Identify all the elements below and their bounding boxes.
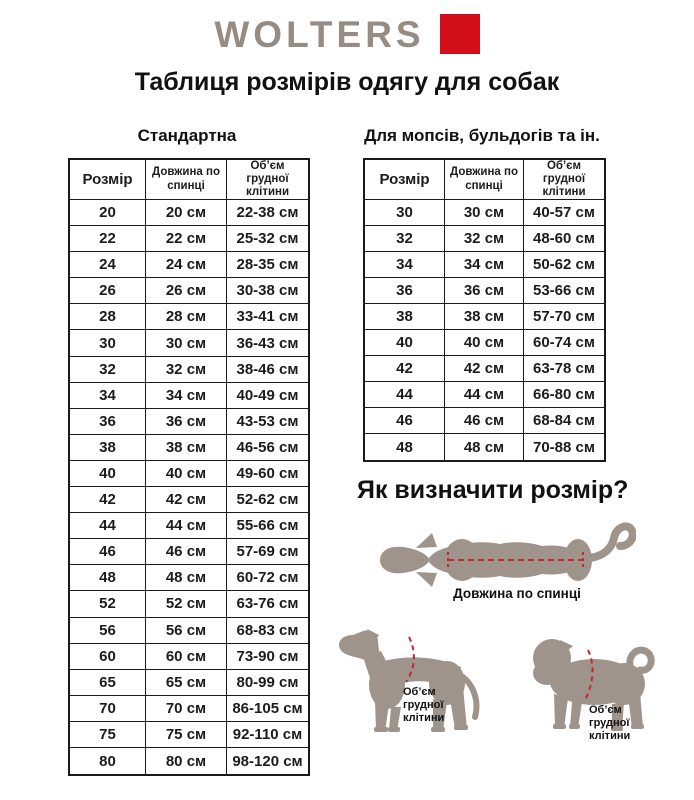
table-cell: 38: [365, 304, 445, 330]
table-cell: 34 см: [146, 383, 227, 409]
table-cell: 20: [70, 200, 146, 226]
table-cell: 33-41 см: [227, 304, 308, 330]
table-row: [70, 409, 308, 435]
table-row: [70, 618, 308, 644]
standard-table-title: Стандартна: [137, 126, 237, 145]
table-cell: 24 см: [146, 252, 227, 278]
table-row: [70, 357, 308, 383]
table-row: [70, 487, 308, 513]
table-cell: 44 см: [445, 382, 524, 408]
table-row: [365, 382, 604, 408]
how-to-measure-heading: Як визначити розмір?: [357, 476, 629, 504]
table-row: [70, 330, 308, 356]
table-cell: 26 см: [146, 278, 227, 304]
table-cell: 40 см: [146, 461, 227, 487]
table-cell: 20 см: [146, 200, 227, 226]
table-cell: 30 см: [146, 330, 227, 356]
table-cell: 26: [70, 278, 146, 304]
table-row: [365, 252, 604, 278]
page-title: Таблиця розмірів одягу для собак: [134, 68, 560, 96]
table-cell: 28-35 см: [227, 252, 308, 278]
table-cell: 42: [365, 356, 445, 382]
table-cell: 60-74 см: [524, 330, 604, 356]
table-cell: 36 см: [146, 409, 227, 435]
bulldog-curled-tail: [630, 650, 651, 670]
table-cell: 22-38 см: [227, 200, 308, 226]
table-cell: 44: [70, 513, 146, 539]
table-cell: 42: [70, 487, 146, 513]
brand-logo-red-square-icon: [440, 14, 480, 54]
table-cell: 56: [70, 618, 146, 644]
table-cell: 42 см: [445, 356, 524, 382]
table-cell: 63-76 см: [227, 591, 308, 617]
table-cell: 44 см: [146, 513, 227, 539]
table-cell: 60-72 см: [227, 565, 308, 591]
table-cell: 36: [365, 278, 445, 304]
table-cell: 40: [365, 330, 445, 356]
table-row: [70, 565, 308, 591]
table-cell: 30: [70, 330, 146, 356]
table-cell: 52-62 см: [227, 487, 308, 513]
table-cell: 86-105 см: [227, 696, 308, 722]
brand-logo: [0, 14, 694, 54]
dog-top-view-icon: [376, 518, 636, 588]
table-cell: 68-83 см: [227, 618, 308, 644]
table-cell: 42 см: [146, 487, 227, 513]
table-cell: 52: [70, 591, 146, 617]
table-cell: 70-88 см: [533, 438, 595, 456]
table-cell: 40-57 см: [524, 200, 604, 226]
table-row: [365, 330, 604, 356]
table-header-row: [70, 160, 308, 200]
table-cell: 46-56 см: [227, 435, 308, 461]
table-cell: 38 см: [445, 304, 524, 330]
table-row: [365, 408, 604, 434]
chest-caption: Об’єм грудної клітини: [589, 704, 631, 742]
table-cell: 46 см: [445, 408, 524, 434]
column-header-chest: Об’єм грудної клітини: [227, 160, 308, 200]
table-cell: 68-84 см: [524, 408, 604, 434]
table-row: [365, 200, 604, 226]
table-cell: 55-66 см: [227, 513, 308, 539]
table-cell: 73-90 см: [227, 644, 308, 670]
table-cell: 38 см: [146, 435, 227, 461]
table-cell: 40-49 см: [227, 383, 308, 409]
pug-table-title: Для мопсів, бульдогів та ін.: [364, 126, 600, 145]
table-row: [70, 226, 308, 252]
dog-top-tail: [590, 526, 633, 558]
table-cell: 38-46 см: [227, 357, 308, 383]
table-row: [70, 644, 308, 670]
table-header-row: [365, 160, 604, 200]
table-cell: 46: [365, 408, 445, 434]
table-cell: 34: [70, 383, 146, 409]
table-row: [70, 539, 308, 565]
table-row: [70, 670, 308, 696]
table-cell: 40: [70, 461, 146, 487]
column-header-back-length: Довжина по спинці: [445, 160, 524, 200]
table-row: [365, 434, 604, 460]
table-cell: 80: [70, 748, 146, 774]
table-row: [70, 252, 308, 278]
column-header-chest: Об’єм грудної клітини: [524, 160, 604, 200]
column-header-size: Розмір: [365, 160, 445, 200]
table-row: [70, 435, 308, 461]
table-cell: 49-60 см: [227, 461, 308, 487]
table-cell: 75 см: [146, 722, 227, 748]
table-cell: 32 см: [146, 357, 227, 383]
table-row: [70, 722, 308, 748]
table-row: [70, 461, 308, 487]
table-row: [365, 278, 604, 304]
pug-bulldog-size-table: [363, 158, 606, 462]
table-cell: 34: [365, 252, 445, 278]
back-length-caption: Довжина по спинці: [453, 586, 581, 601]
table-row: [70, 200, 308, 226]
table-cell: 28: [70, 304, 146, 330]
table-row: [70, 383, 308, 409]
brand-logo-text: WOLTERS: [214, 13, 425, 55]
table-row: [70, 748, 308, 774]
pug-table-body: [365, 200, 604, 460]
table-cell: 30 см: [445, 200, 524, 226]
table-cell: 63-78 см: [524, 356, 604, 382]
table-cell: 48: [365, 434, 445, 460]
table-row: [70, 278, 308, 304]
table-cell: 98-120 см: [232, 752, 303, 770]
table-cell: 30-38 см: [227, 278, 308, 304]
table-cell: 52 см: [146, 591, 227, 617]
table-row: [70, 513, 308, 539]
table-cell: 22: [70, 226, 146, 252]
chest-caption: Об’єм грудної клітини: [403, 686, 445, 724]
table-cell: 44: [365, 382, 445, 408]
table-row: [70, 591, 308, 617]
column-header-size: Розмір: [70, 160, 146, 200]
table-cell: 57-70 см: [524, 304, 604, 330]
table-cell: 36 см: [445, 278, 524, 304]
column-header-back-length: Довжина по спинці: [146, 160, 227, 200]
table-cell: 36-43 см: [227, 330, 308, 356]
table-cell: 25-32 см: [227, 226, 308, 252]
table-cell: 53-66 см: [524, 278, 604, 304]
table-cell: 56 см: [146, 618, 227, 644]
table-cell: 43-53 см: [227, 409, 308, 435]
table-cell: 40 см: [445, 330, 524, 356]
table-cell: 46: [70, 539, 146, 565]
table-row: [70, 304, 308, 330]
table-cell: 30: [365, 200, 445, 226]
table-cell: 70: [70, 696, 146, 722]
standard-table-body: [70, 200, 308, 774]
table-cell: 50-62 см: [524, 252, 604, 278]
table-cell: 60 см: [146, 644, 227, 670]
table-cell: 70 см: [146, 696, 227, 722]
table-cell: 48 см: [146, 565, 227, 591]
table-cell: 66-80 см: [524, 382, 604, 408]
table-cell: 65: [70, 670, 146, 696]
standard-size-table: [68, 158, 310, 776]
table-cell: 48: [70, 565, 146, 591]
table-cell: 65 см: [146, 670, 227, 696]
table-cell: 32 см: [445, 226, 524, 252]
table-cell: 22 см: [146, 226, 227, 252]
table-cell: 92-110 см: [227, 722, 308, 748]
table-cell: 28 см: [146, 304, 227, 330]
table-cell: 32: [365, 226, 445, 252]
table-cell: 57-69 см: [227, 539, 308, 565]
table-cell: 80 см: [146, 748, 227, 774]
table-cell: 80-99 см: [227, 670, 308, 696]
table-cell: 46 см: [146, 539, 227, 565]
table-cell: 38: [70, 435, 146, 461]
table-row: [365, 226, 604, 252]
table-cell: 60: [70, 644, 146, 670]
table-row: [70, 696, 308, 722]
table-cell: 36: [70, 409, 146, 435]
table-cell: 24: [70, 252, 146, 278]
table-cell: 34 см: [445, 252, 524, 278]
table-row: [365, 304, 604, 330]
table-cell: 48 см: [445, 434, 524, 460]
table-cell: 32: [70, 357, 146, 383]
table-cell: 75: [70, 722, 146, 748]
table-row: [365, 356, 604, 382]
table-cell: 48-60 см: [524, 226, 604, 252]
